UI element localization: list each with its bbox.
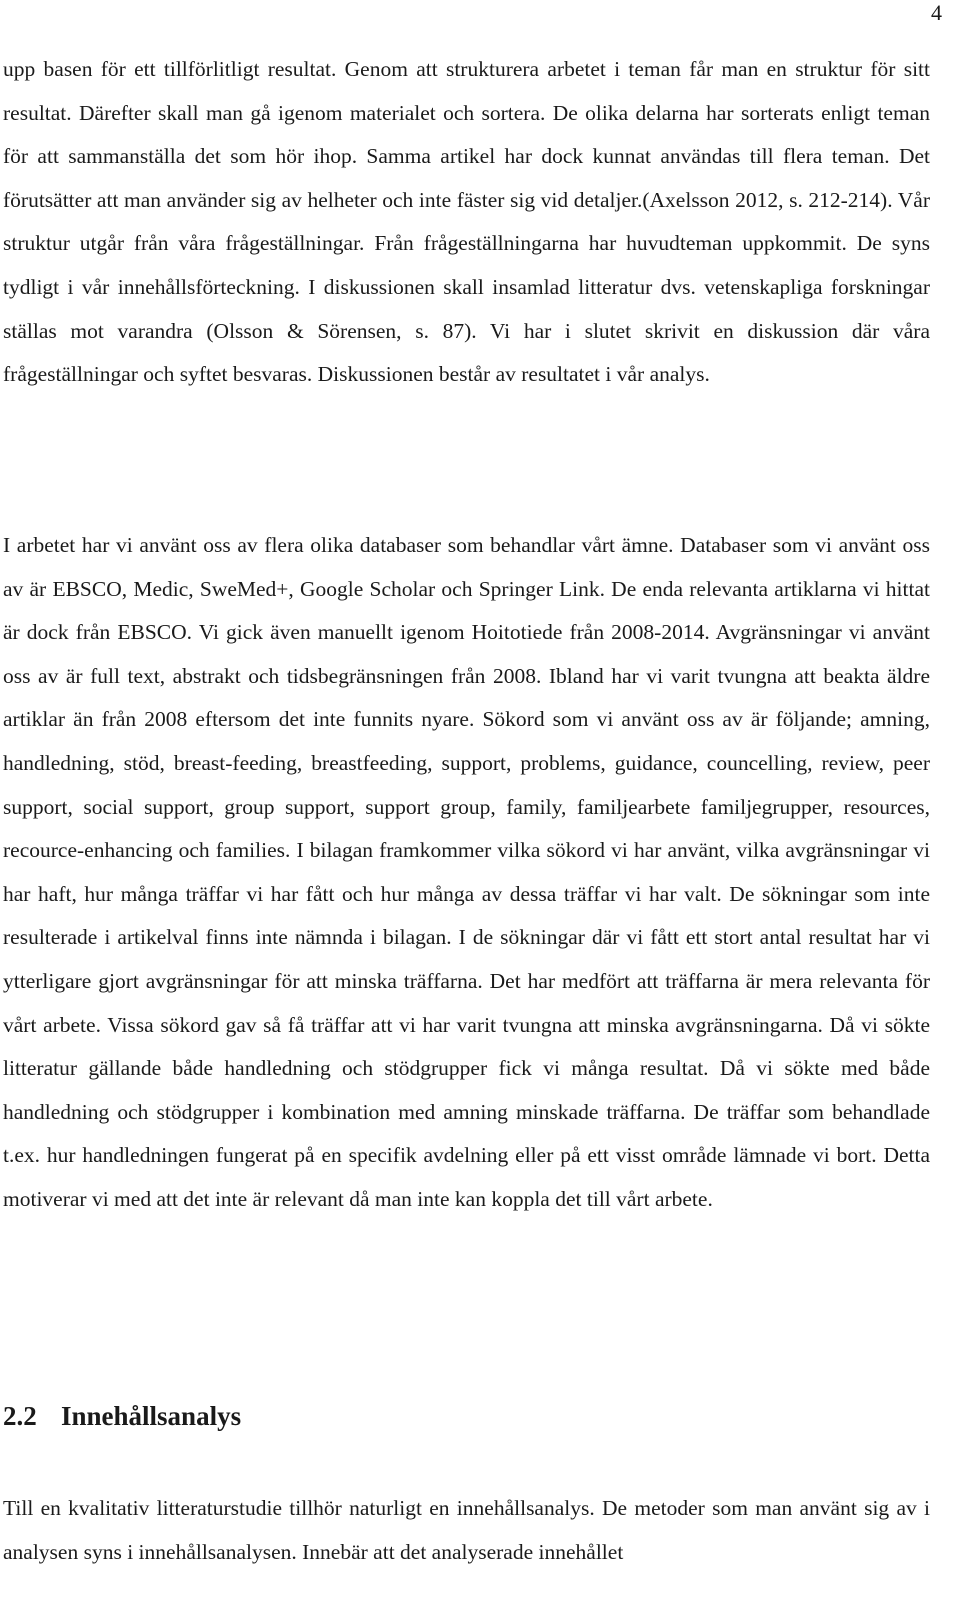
- section-heading: [3, 1394, 241, 1438]
- body-paragraph: Till en kvalitativ litteraturstudie tillhör naturligt en innehållsanalys. De metoder som man använt sig av i analysen syns i innehållsanalysen. Innebär att det analyserade innehållet: [3, 1496, 930, 1564]
- body-paragraph: I arbetet har vi använt oss av flera olika databaser som behandlar vårt ämne. Databaser som vi använt oss av är EBSCO, Medic, SweMed+, Google Scholar och Springer Link. De enda relevanta artiklarna vi hittat är dock från EBSCO. Vi gick även manuellt igenom Hoitotiede från 2008-2014. Avgränsningar vi använt oss av är full text, abstrakt och tidsbegränsningen från 2008. Ibland har vi varit tvungna att beakta äldre artiklar än från 2008 eftersom det inte funnits nyare. Sökord som vi använt oss av är följande; amning, handledning, stöd, breast-feeding, breastfeeding, support, problems, guidance, councelling, review, peer support, social support, group support, support group, family, familjearbete familjegrupper, resources, recource-enhancing och families. I bilagan framkommer vilka sökord vi har använt, vilka avgränsningar vi har haft, hur många träffar vi har fått och hur många av dessa träffar vi har valt. De sökningar som inte resulterade i artikelval finns inte nämnda i bilagan. I de sökningar där vi fått ett stort antal resultat har vi ytterligare gjort avgränsningar för att minska träffarna. Det har medfört att träffarna är mera relevanta för vårt arbete. Vissa sökord gav så få träffar att vi har varit tvungna att minska avgränsningarna. Då vi sökte litteratur gällande både handledning och stödgrupper fick vi många resultat. Då vi sökte med både handledning och stödgrupper i kombination med amning minskade träffarna. De träffar som behandlade t.ex. hur handledningen fungerat på en specifik avdelning eller på ett visst område lämnade vi bort. Detta motiverar vi med att det inte är relevant då man inte kan koppla det till vårt arbete.: [3, 533, 930, 1211]
- section-number: 2.2: [3, 1401, 37, 1431]
- body-paragraph: upp basen för ett tillförlitligt resultat. Genom att strukturera arbetet i teman får man en struktur för sitt resultat. Därefter skall man gå igenom materialet och sortera. De olika delarna har sorterats enligt teman för att sammanställa det som hör ihop. Samma artikel har dock kunnat användas till flera teman. Det förutsätter att man använder sig av helheter och inte fäster sig vid detaljer.(Axelsson 2012, s. 212-214). Vår struktur utgår från våra frågeställningar. Från frågeställningarna har huvudteman uppkommit. De syns tydligt i vår innehållsförteckning. I diskussionen skall insamlad litteratur dvs. vetenskapliga forskningar ställas mot varandra (Olsson & Sörensen, s. 87). Vi har i slutet skrivit en diskussion där våra frågeställningar och syftet besvaras. Diskussionen består av resultatet i vår analys.: [3, 57, 930, 387]
- section-title: Innehållsanalys: [61, 1401, 242, 1431]
- page-number: 4: [931, 0, 942, 25]
